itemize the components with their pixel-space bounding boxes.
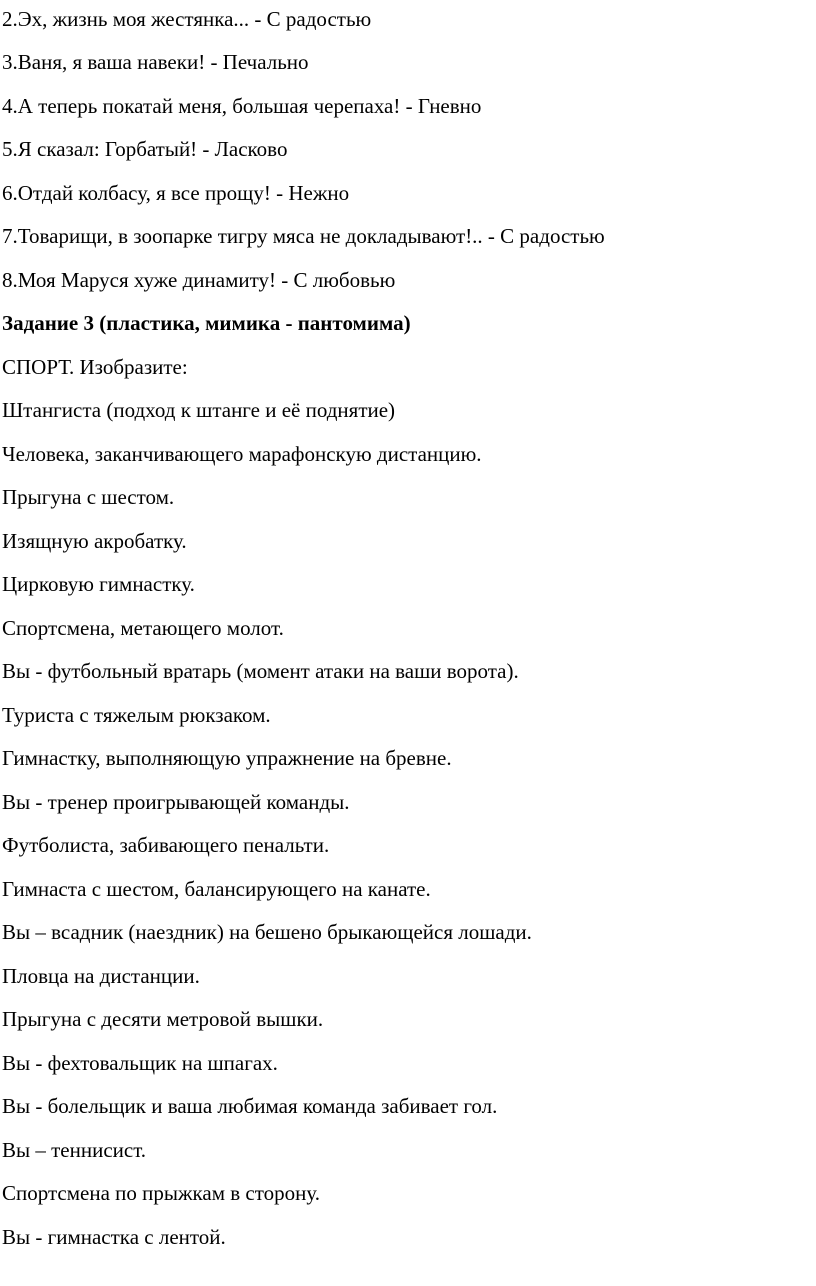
text-line: Гимнастку, выполняющую упражнение на бревне. (2, 746, 452, 770)
text-line: 7.Товарищи, в зоопарке тигру мяса не докладывают!.. - С радостью (2, 224, 605, 248)
text-line: Вы - футбольный вратарь (момент атаки на ваши ворота). (2, 659, 519, 683)
text-line: Прыгуна с шестом. (2, 485, 175, 509)
text-line: Туриста с тяжелым рюкзаком. (2, 702, 271, 727)
text-line: 4.А теперь покатай меня, большая черепаха! - Гневно (2, 93, 482, 118)
document-body (2, 0, 814, 1259)
text-line: Вы - фехтовальщик на шпагах. (2, 1050, 278, 1075)
text-line: 5.Я сказал: Горбатый! - Ласково (2, 137, 288, 161)
text-line: Вы - болельщик и ваша любимая команда забивает гол. (2, 1094, 498, 1118)
text-line: Вы – всадник (наездник) на бешено брыкающейся лошади. (2, 920, 532, 944)
text-line: Футболиста, забивающего пенальти. (2, 833, 330, 857)
text-line: Вы – теннисист. (2, 1137, 147, 1162)
text-line: 6.Отдай колбасу, я все прощу! - Нежно (2, 180, 350, 205)
text-line: 8.Моя Маруся хуже динамиту! - С любовью (2, 267, 396, 292)
text-line: Штангиста (подход к штанге и её поднятие) (2, 398, 396, 422)
text-line: Изящную акробатку. (2, 528, 187, 553)
text-line: Человека, заканчивающего марафонскую дистанцию. (2, 441, 482, 466)
text-line: Вы - гимнастка с лентой. (2, 1224, 226, 1249)
text-line: СПОРТ. Изобразите: (2, 354, 188, 379)
section-heading: Задание 3 (пластика, мимика - пантомима) (2, 311, 411, 335)
text-line: 3.Ваня, я ваша навеки! - Печально (2, 50, 309, 74)
text-line: Цирковую гимнастку. (2, 572, 195, 596)
text-line: 2.Эх, жизнь моя жестянка... - С радостью (2, 7, 372, 31)
text-line: Спортсмена по прыжкам в сторону. (2, 1181, 321, 1205)
text-line: Пловца на дистанции. (2, 963, 200, 988)
text-line: Прыгуна с десяти метровой вышки. (2, 1007, 324, 1031)
text-line: Гимнаста с шестом, балансирующего на канате. (2, 876, 431, 901)
text-line: Спортсмена, метающего молот. (2, 615, 284, 640)
text-line: Вы - тренер проигрывающей команды. (2, 789, 350, 814)
